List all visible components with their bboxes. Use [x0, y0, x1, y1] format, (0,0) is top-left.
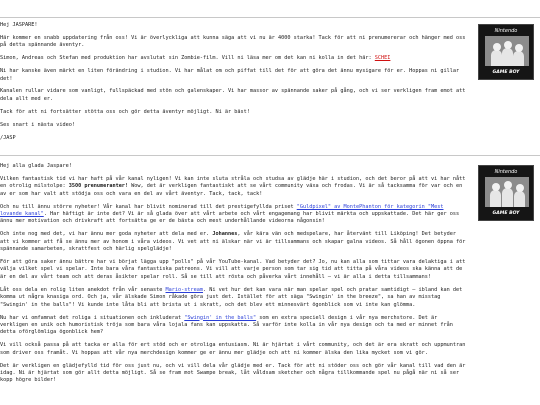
- post-paragraph: Tack för att ni fortsätter stötta oss och gör detta äventyr möjligt. Ni är bäst!: [0, 108, 250, 115]
- gameboy-label: GAME BOY: [492, 211, 520, 216]
- post-greeting: Hej alla glada Jaspare!: [0, 163, 72, 169]
- post-paragraph: Låt oss dela en rolig liten anekdot från vår senaste Mario-stream. Ni vet hur det kan vara när man spelar spel och pratar samtidigt – ibland kan det komma ut några knasiga ord. Och ja, vår älskade Simon råkade göra just det. Istället för att säga "Swingin' in the breeze", sa han av misstag "Swingin' in the balls"! Vi kunde inte låta bli att brista ut i skratt, och det blev ett minnesvärt ögonblick som vi inte kan glömma.: [0, 286, 463, 308]
- post-paragraph: Nu har vi omfamnat det roliga i situationen och inkluderat "Swingin' in the balls" som en extra speciell design i vår nya merchstore. Det är verkligen en unik och humoristisk tröja som bara våra lojala fans kan uppskatta. Så varför inte kolla in vår nya design och ta med er minnet från detta oförglömliga ögonblick hem?: [0, 314, 453, 336]
- guldpixel-link[interactable]: "Guldpixel" av MontePhanton för kategorin "Mest lovande kanal": [0, 203, 444, 218]
- post-paragraph: Kanalen rullar vidare som vanligt, fullspäckad med stön och galenskaper. Vi har massor av spännande saker på gång, och vi ser verkligen fram emot att dela allt med er.: [0, 88, 466, 102]
- post-paragraph: Ses snart i nästa video!: [0, 121, 75, 128]
- cover-photo: [485, 177, 529, 207]
- mario-stream-link[interactable]: Mario-stream: [165, 286, 204, 293]
- gameboy-label: GAME BOY: [492, 70, 520, 75]
- post-paragraph: Och nu till ännu större nyheter! Vår kanal har blivit nominerad till det prestigefyllda priset "Guldpixel" av MontePhanton för kategorin "Mest lovande kanal". Har häftigt är inte det? Vi är så glada över att vårt arbete och vårt engagemang har blivit märkta och uppskattade. Det här ger oss ännu mer motivation och drivkraft att fortsätta ge er de bästa och mest underhållande videorna någonsin!: [0, 203, 460, 225]
- post-body: [0, 22, 470, 147]
- post-paragraph: Och inte nog med det, vi har ännu mer goda nyheter att dela med er. Johannes, vår kära vän och medspelare, har återvänt till Liköping! Det betyder att vi kommer att få se ännu mer av honom i våra videos. Vi vet att ni älskar när vi är tillsammans och skapar galna videos. Så håll ögonen öppna för spännande samarbeten, skrattfest och härlig spelglädje!: [0, 231, 466, 253]
- post-paragraph: Simon, Andreas och Stefan med produktion har avslutat sin Zombie-film. Vill ni läsa mer om det kan ni kolla in det här: SCHEI: [0, 55, 391, 62]
- nintendo-logo: Nintendo: [494, 169, 518, 175]
- post-greeting: Hej JASPARE!: [0, 22, 38, 28]
- gameboy-cover-image: [478, 24, 534, 80]
- schei-link[interactable]: SCHEI: [374, 55, 391, 62]
- post-paragraph: Ni har kanske även märkt en liten förändring i studion. Vi har målat om och piffat till det för att göra det ännu mysigare för er. Hoppas ni gillar det!: [0, 68, 460, 82]
- cover-photo: [485, 36, 529, 66]
- post-paragraph: Det är verkligen en glädjefylld tid för oss just nu, och vi vill dela vår glädje med er. Tack för att ni stöder oss och gör vår kanal till vad den är idag. Ni är hjärtat som gör allt detta möjligt. Så se fram mot Swampe break, låt våldsam sketcher och några tillkommande spel nu pågå när ni så ser kopp högre bilder!: [0, 362, 466, 384]
- post-paragraph: För att göra saker ännu bättre har vi börjat lägga upp "polls" på vår YouTube-kanal. Vad betyder det? Jo, nu kan alla som tittar vara delaktiga i att välja vilket spel vi spelar. Inte bara våra fantastiska patreons. Vi vill att varje person som tar sig tid att titta på våra videos ska känna att de är en del av vårt team och att deras åsikter spelar roll. Så se till att rösta och påverka vårt innehåll – vi är alla i detta tillsammans!: [0, 259, 466, 280]
- post-signature: /JASP: [0, 134, 16, 141]
- post-paragraph: Här kommer en snabb uppdatering från oss! Vi är överlyckliga att kunna säga att vi nu är 4000 starka! Tack för att ni prenumererar och hänger med oss på detta spännande äventyr.: [0, 34, 466, 49]
- swingin-link[interactable]: "Swingin' in the balls": [184, 314, 257, 321]
- post-body: [0, 163, 468, 390]
- gameboy-cover-image: [478, 165, 534, 221]
- divider: [0, 155, 540, 156]
- post-paragraph: Vi vill också passa på att tacka er alla för ert stöd och er otroliga entusiasm. Ni är hjärtat i vårt community, och det är era skratt och uppmuntran som driver oss framåt. Vi hoppas att vår nya merchdesign kommer ge er ännu mer glädje och att ni kommer älska den lika mycket som vi gör.: [0, 342, 466, 356]
- post-paragraph: Vilken fantastisk tid vi har haft på vår kanal nyligen! Vi kan inte sluta stråla och studsa av glädje här i studion, och det beror på att vi har nått en otrolig milstolpe: 3500 prenumeranter! Wow, det är verkligen fantastiskt att se vårt community växa och frodas. Vi är så tacksamma för var och en av er som har valt att stödja oss och vara en del av vårt äventyr. Tack, tack, tack!: [0, 175, 466, 197]
- divider: [0, 17, 540, 18]
- nintendo-logo: Nintendo: [494, 28, 518, 34]
